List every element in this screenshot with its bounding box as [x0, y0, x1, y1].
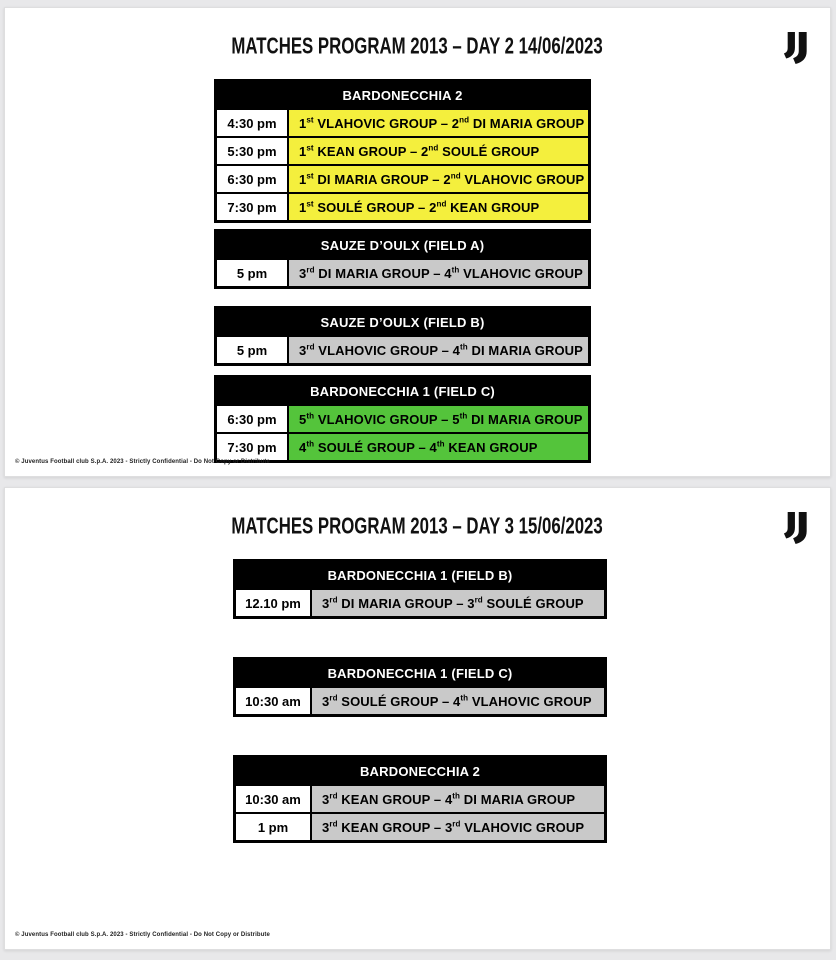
juventus-logo-icon — [782, 32, 810, 64]
time-cell: 5 pm — [217, 260, 289, 286]
confidentiality-footer: © Juventus Football club S.p.A. 2023 - Strictly Confidential - Do Not Copy or Distribute — [15, 932, 270, 938]
match-cell: 5th VLAHOVIC GROUP – 5th DI MARIA GROUP — [289, 406, 588, 432]
venue-header: SAUZE D’OULX (FIELD B) — [217, 309, 588, 335]
page-title-text: MATCHES PROGRAM 2013 – DAY 2 14/06/2023 — [231, 33, 604, 60]
schedule-tables-day2 — [214, 79, 591, 463]
schedule-table — [214, 306, 591, 366]
time-cell: 6:30 pm — [217, 406, 289, 432]
venue-header: BARDONECCHIA 1 (FIELD C) — [217, 378, 588, 404]
match-cell: 1st DI MARIA GROUP – 2nd VLAHOVIC GROUP — [289, 166, 588, 192]
match-cell: 3rd SOULÉ GROUP – 4th VLAHOVIC GROUP — [312, 688, 604, 714]
venue-header: BARDONECCHIA 1 (FIELD C) — [236, 660, 604, 686]
match-row — [217, 258, 588, 286]
match-row — [217, 335, 588, 363]
juventus-logo-icon — [782, 512, 810, 544]
match-cell: 1st VLAHOVIC GROUP – 2nd DI MARIA GROUP — [289, 110, 588, 136]
time-cell: 10:30 am — [236, 786, 312, 812]
match-row — [236, 588, 604, 616]
schedule-table — [214, 79, 591, 223]
match-cell: 3rd DI MARIA GROUP – 3rd SOULÉ GROUP — [312, 590, 604, 616]
match-cell: 3rd DI MARIA GROUP – 4th VLAHOVIC GROUP — [289, 260, 588, 286]
time-cell: 10:30 am — [236, 688, 312, 714]
schedule-tables-day3 — [233, 559, 607, 881]
time-cell: 1 pm — [236, 814, 312, 840]
match-cell: 3rd VLAHOVIC GROUP – 4th DI MARIA GROUP — [289, 337, 588, 363]
match-cell: 3rd KEAN GROUP – 4th DI MARIA GROUP — [312, 786, 604, 812]
time-cell: 4:30 pm — [217, 110, 289, 136]
match-cell: 1st SOULÉ GROUP – 2nd KEAN GROUP — [289, 194, 588, 220]
venue-header: SAUZE D’OULX (FIELD A) — [217, 232, 588, 258]
schedule-table — [233, 755, 607, 843]
match-row — [217, 136, 588, 164]
schedule-table — [233, 559, 607, 619]
match-row — [236, 686, 604, 714]
page-title-text: MATCHES PROGRAM 2013 – DAY 3 15/06/2023 — [231, 513, 604, 540]
schedule-table — [214, 375, 591, 463]
match-row — [217, 192, 588, 220]
match-cell: 3rd KEAN GROUP – 3rd VLAHOVIC GROUP — [312, 814, 604, 840]
match-cell: 4th SOULÉ GROUP – 4th KEAN GROUP — [289, 434, 588, 460]
time-cell: 5:30 pm — [217, 138, 289, 164]
time-cell: 12.10 pm — [236, 590, 312, 616]
venue-header: BARDONECCHIA 1 (FIELD B) — [236, 562, 604, 588]
schedule-table — [233, 657, 607, 717]
page-title — [5, 35, 830, 59]
page-day3 — [4, 487, 831, 950]
match-row — [217, 164, 588, 192]
match-row — [236, 784, 604, 812]
time-cell: 6:30 pm — [217, 166, 289, 192]
time-cell: 7:30 pm — [217, 194, 289, 220]
venue-header: BARDONECCHIA 2 — [217, 82, 588, 108]
confidentiality-footer: © Juventus Football club S.p.A. 2023 - Strictly Confidential - Do Not Copy or Distribute — [15, 459, 270, 465]
schedule-table — [214, 229, 591, 289]
match-row — [217, 404, 588, 432]
match-row — [217, 108, 588, 136]
page-day2 — [4, 7, 831, 477]
match-row — [217, 432, 588, 460]
page-title — [5, 515, 830, 539]
time-cell: 7:30 pm — [217, 434, 289, 460]
venue-header: BARDONECCHIA 2 — [236, 758, 604, 784]
time-cell: 5 pm — [217, 337, 289, 363]
match-cell: 1st KEAN GROUP – 2nd SOULÉ GROUP — [289, 138, 588, 164]
match-row — [236, 812, 604, 840]
